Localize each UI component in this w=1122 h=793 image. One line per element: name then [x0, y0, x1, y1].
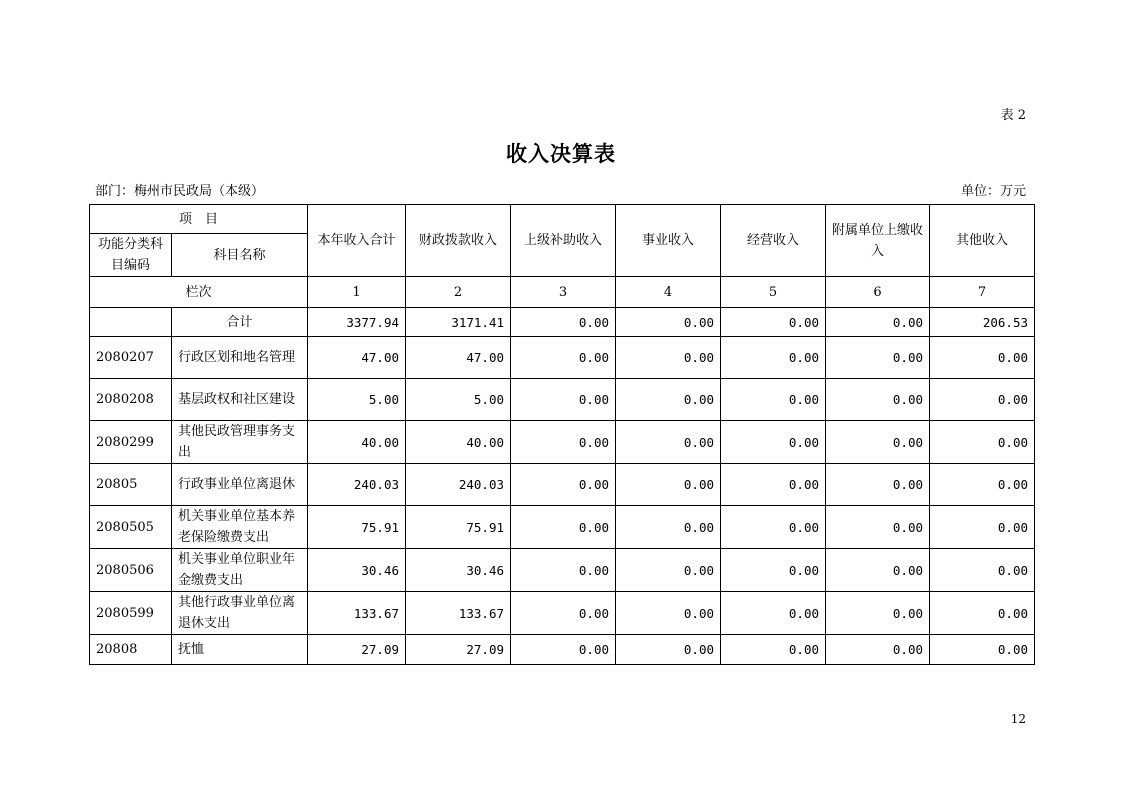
value-cell: 0.00: [826, 337, 930, 379]
table-row: [90, 592, 1035, 635]
column-index: 7: [930, 277, 1035, 308]
value-cell: 0.00: [616, 421, 721, 464]
value-cell: 0.00: [616, 379, 721, 421]
value-cell: 0.00: [721, 379, 826, 421]
table-row: [90, 337, 1035, 379]
value-cell: 0.00: [930, 549, 1035, 592]
value-cell: 0.00: [511, 592, 616, 635]
page-title: 收入决算表: [506, 141, 616, 166]
total-value: 0.00: [616, 308, 721, 337]
column-index: 6: [826, 277, 930, 308]
function-code-header: 功能分类科目编码: [90, 234, 172, 277]
table-row: [90, 464, 1035, 506]
value-cell: 0.00: [616, 549, 721, 592]
column-header: 经营收入: [721, 205, 826, 277]
value-cell: 0.00: [721, 635, 826, 665]
total-value: 0.00: [826, 308, 930, 337]
subject-name-cell: 其他行政事业单位离退休支出: [172, 592, 308, 635]
table-row: [90, 379, 1035, 421]
value-cell: 0.00: [721, 337, 826, 379]
value-cell: 30.46: [406, 549, 511, 592]
subject-name-cell: 机关事业单位基本养老保险缴费支出: [172, 506, 308, 549]
function-code-cell: 20805: [90, 464, 172, 506]
value-cell: 0.00: [826, 506, 930, 549]
value-cell: 40.00: [406, 421, 511, 464]
value-cell: 0.00: [511, 464, 616, 506]
column-index: 1: [308, 277, 406, 308]
value-cell: 0.00: [826, 549, 930, 592]
unit-label: 单位：万元: [960, 184, 1026, 199]
value-cell: 5.00: [308, 379, 406, 421]
column-index: 4: [616, 277, 721, 308]
value-cell: 0.00: [826, 635, 930, 665]
value-cell: 0.00: [930, 379, 1035, 421]
value-cell: 0.00: [721, 506, 826, 549]
department-label: 部门：梅州市民政局（本级）: [95, 184, 265, 199]
value-cell: 0.00: [930, 635, 1035, 665]
function-code-cell: 2080506: [90, 549, 172, 592]
total-value: 0.00: [721, 308, 826, 337]
page-number: 12: [1010, 712, 1026, 726]
value-cell: 0.00: [616, 337, 721, 379]
value-cell: 47.00: [406, 337, 511, 379]
value-cell: 47.00: [308, 337, 406, 379]
value-cell: 0.00: [511, 635, 616, 665]
value-cell: 30.46: [308, 549, 406, 592]
value-cell: 75.91: [308, 506, 406, 549]
column-index: 5: [721, 277, 826, 308]
function-code-cell: 2080207: [90, 337, 172, 379]
subject-name-cell: 其他民政管理事务支出: [172, 421, 308, 464]
column-header: 事业收入: [616, 205, 721, 277]
table-row: [90, 506, 1035, 549]
value-cell: 0.00: [511, 379, 616, 421]
row-index-label: 栏次: [90, 277, 308, 308]
function-code-cell: 2080299: [90, 421, 172, 464]
item-header: 项 目: [90, 205, 308, 234]
total-label: 合计: [172, 308, 308, 337]
total-value: 3171.41: [406, 308, 511, 337]
table-row: [90, 635, 1035, 665]
subject-name-cell: 行政事业单位离退休: [172, 464, 308, 506]
total-value: 206.53: [930, 308, 1035, 337]
total-value: 3377.94: [308, 308, 406, 337]
value-cell: 27.09: [406, 635, 511, 665]
value-cell: 240.03: [308, 464, 406, 506]
value-cell: 133.67: [308, 592, 406, 635]
value-cell: 27.09: [308, 635, 406, 665]
value-cell: 0.00: [930, 592, 1035, 635]
value-cell: 40.00: [308, 421, 406, 464]
value-cell: 0.00: [721, 592, 826, 635]
function-code-cell: 2080505: [90, 506, 172, 549]
total-code-cell: [90, 308, 172, 337]
table-row: [90, 549, 1035, 592]
table-number: 表 2: [1000, 108, 1026, 123]
column-index: 3: [511, 277, 616, 308]
value-cell: 0.00: [616, 506, 721, 549]
value-cell: 133.67: [406, 592, 511, 635]
total-value: 0.00: [511, 308, 616, 337]
value-cell: 0.00: [826, 464, 930, 506]
value-cell: 0.00: [721, 549, 826, 592]
column-header: 本年收入合计: [308, 205, 406, 277]
header-row-1: [90, 205, 1035, 234]
total-row: [90, 308, 1035, 337]
subject-name-header: 科目名称: [172, 234, 308, 277]
value-cell: 0.00: [826, 379, 930, 421]
column-header: 附属单位上缴收入: [826, 205, 930, 277]
value-cell: 0.00: [930, 506, 1035, 549]
table-row: [90, 421, 1035, 464]
value-cell: 240.03: [406, 464, 511, 506]
column-header: 财政拨款收入: [406, 205, 511, 277]
column-index: 2: [406, 277, 511, 308]
value-cell: 0.00: [511, 421, 616, 464]
value-cell: 0.00: [826, 592, 930, 635]
value-cell: 0.00: [616, 464, 721, 506]
value-cell: 0.00: [511, 506, 616, 549]
subject-name-cell: 基层政权和社区建设: [172, 379, 308, 421]
column-header: 其他收入: [930, 205, 1035, 277]
value-cell: 5.00: [406, 379, 511, 421]
value-cell: 0.00: [930, 464, 1035, 506]
value-cell: 0.00: [930, 337, 1035, 379]
value-cell: 75.91: [406, 506, 511, 549]
function-code-cell: 2080599: [90, 592, 172, 635]
value-cell: 0.00: [721, 421, 826, 464]
value-cell: 0.00: [511, 549, 616, 592]
value-cell: 0.00: [616, 592, 721, 635]
subject-name-cell: 机关事业单位职业年金缴费支出: [172, 549, 308, 592]
value-cell: 0.00: [721, 464, 826, 506]
column-header: 上级补助收入: [511, 205, 616, 277]
subject-name-cell: 抚恤: [172, 635, 308, 665]
subject-name-cell: 行政区划和地名管理: [172, 337, 308, 379]
function-code-cell: 2080208: [90, 379, 172, 421]
value-cell: 0.00: [616, 635, 721, 665]
value-cell: 0.00: [930, 421, 1035, 464]
column-index-row: [90, 277, 1035, 308]
value-cell: 0.00: [511, 337, 616, 379]
income-statement-table: [89, 204, 1035, 665]
value-cell: 0.00: [826, 421, 930, 464]
function-code-cell: 20808: [90, 635, 172, 665]
